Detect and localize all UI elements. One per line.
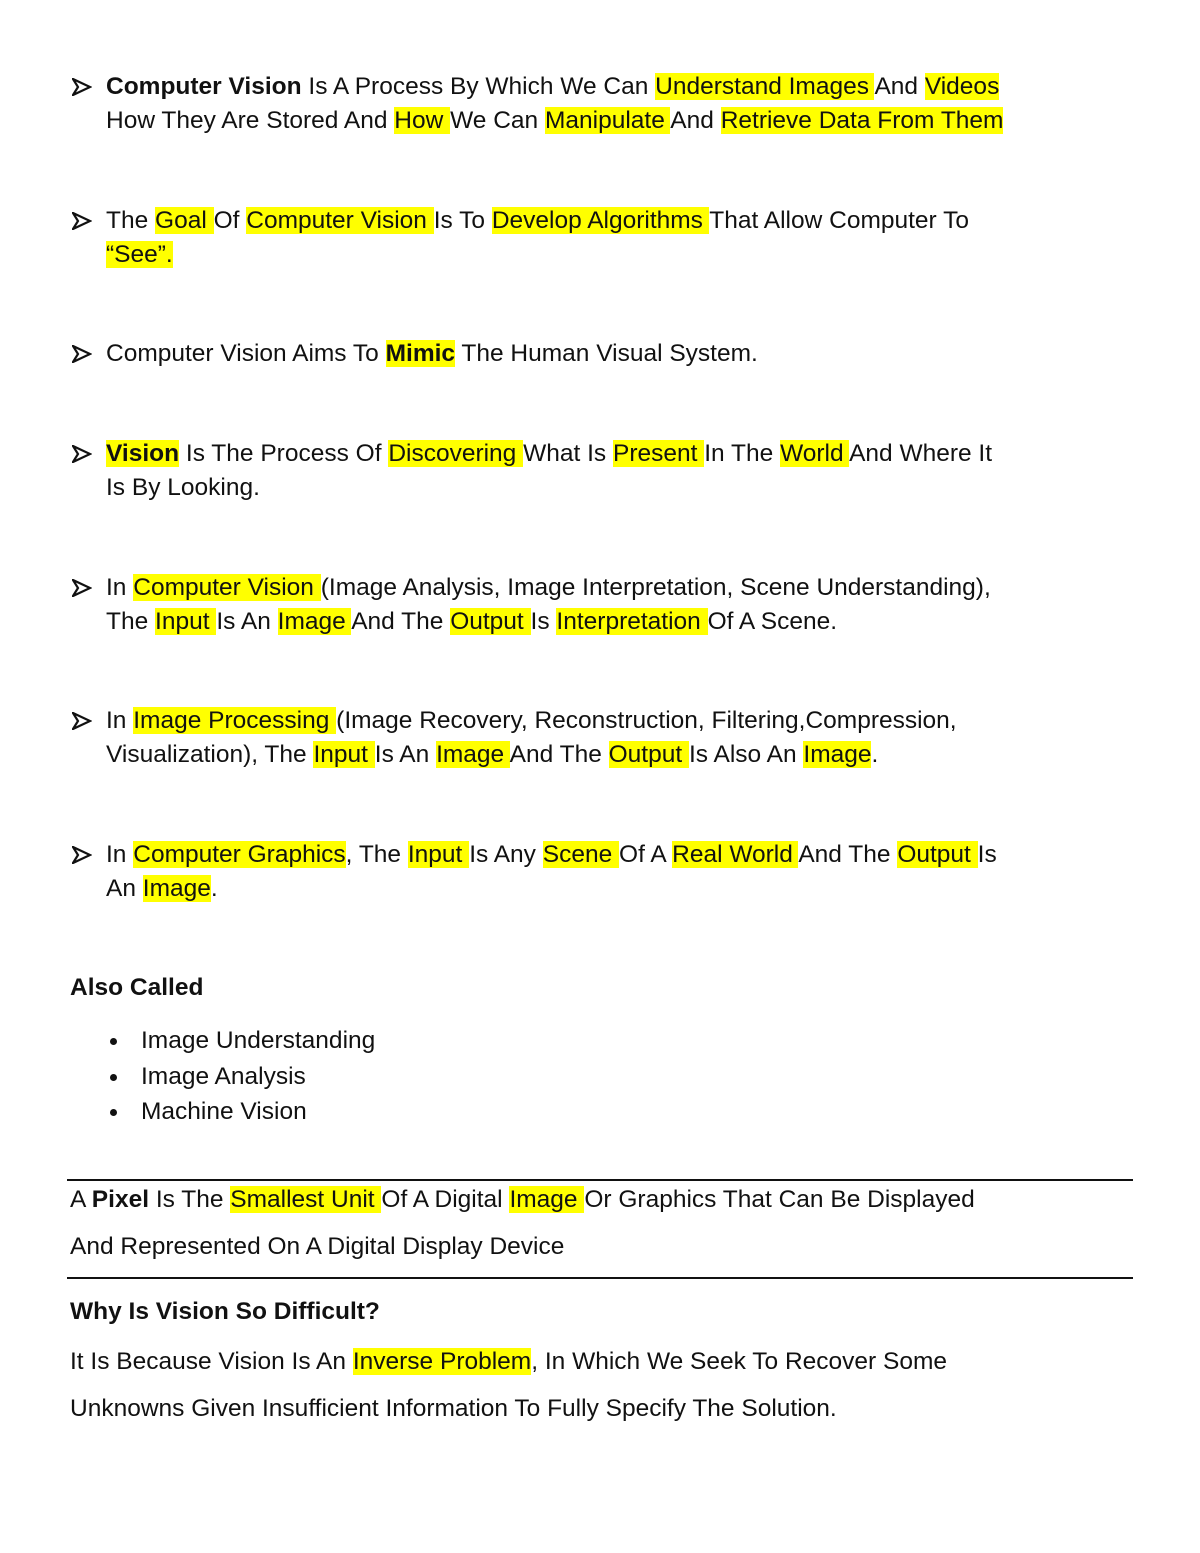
highlighted-text: Interpretation [556,608,708,635]
text-run: And The [351,608,451,635]
item-line-1 [106,70,1140,104]
text-run: We Can [450,107,545,134]
text-run: Is An [374,741,437,768]
list-item [70,1023,375,1059]
highlighted-text: World [780,440,850,467]
list-item-label: Machine Vision [141,1098,307,1125]
text-run: Visualization), The [106,741,314,768]
highlighted-text: Image [277,608,352,635]
text-run: The Human Visual System. [455,340,758,367]
text-run: Of A Scene. [707,608,837,635]
text-run: In The [704,440,781,467]
text-run: Is A Process By Which We Can [301,73,656,100]
text-run: Is An [216,608,278,635]
text-run: The [106,608,156,635]
text-run: Is [977,841,997,868]
text-run: . [210,875,218,902]
text-run: (Image Recovery, Reconstruction, Filtering,Compression, [336,707,957,734]
item-line-2 [106,471,1140,505]
highlighted-text: Input [155,608,217,635]
text-run: Computer Vision Aims To [106,340,386,367]
text-run: And Represented On A Digital Display Device [70,1233,565,1260]
why-line-2 [70,1385,1140,1432]
item-line-2 [106,104,1140,138]
list-item-label: Image Understanding [141,1027,376,1054]
bullet-dot-icon [110,1109,117,1116]
text-run: And [670,107,721,134]
arrow-bullet-icon [70,337,100,371]
highlighted-text: Input [407,841,470,868]
list-item [70,1059,375,1095]
text-run: And The [509,741,609,768]
text-run: In [106,707,134,734]
highlighted-text: Present [612,440,705,467]
text-run: Is To [433,207,492,234]
text-run: In [106,574,134,601]
highlighted-text: Videos [924,73,1000,100]
arrow-bullet-item-goal [70,204,1140,272]
text-run: , In Which We Seek To Recover Some [531,1348,947,1375]
text-run: Is Any [469,841,543,868]
item-line-1 [106,571,1140,605]
text-run: How They Are Stored And [106,107,395,134]
highlighted-text: Inverse Problem [352,1348,532,1375]
pixel-definition [70,1176,1140,1270]
also-called-list [70,1023,375,1130]
highlighted-text: Real World [672,841,799,868]
why-line-1 [70,1338,1140,1385]
item-line-2 [106,738,1140,772]
highlighted-text: Output [450,608,531,635]
highlighted-text: Understand Images [655,73,875,100]
arrow-bullet-icon [70,571,100,605]
pixel-line-1 [70,1176,1140,1223]
highlighted-text: “See”. [106,241,173,268]
highlighted-text: Goal [155,207,214,234]
why-difficult-heading: Why Is Vision So Difficult? [70,1298,380,1325]
item-line-1 [106,838,1140,872]
highlighted-text: Scene [542,841,620,868]
highlighted-text: Image [142,875,211,902]
highlighted-text: Smallest Unit [230,1186,382,1213]
why-difficult-paragraph [70,1338,1140,1432]
text-run: What Is [523,440,613,467]
highlighted-text: Computer Vision [246,207,434,234]
text-run: Of [213,207,247,234]
text-run: The [106,207,156,234]
text-run: In [106,841,134,868]
highlighted-text: Input [313,741,375,768]
highlighted-text: Image [803,741,872,768]
highlighted-text: Image [436,741,510,768]
bullet-dot-icon [110,1074,117,1081]
arrow-bullet-icon [70,704,100,738]
highlighted-text: Image [509,1186,585,1213]
text-run: (Image Analysis, Image Interpretation, Scene Understanding), [320,574,991,601]
highlighted-text: Vision [106,440,180,467]
arrow-bullet-icon [70,204,100,238]
arrow-bullet-icon [70,70,100,104]
highlighted-text: Discovering [388,440,524,467]
highlighted-text: Computer Graphics [133,841,346,868]
arrow-bullet-item-mimic [70,337,1140,371]
text-run: It Is Because Vision Is An [70,1348,353,1375]
text-run: Or Graphics That Can Be Displayed [584,1186,975,1213]
item-line-1 [106,204,1140,238]
also-called-heading: Also Called [70,974,204,1001]
item-line-1 [106,337,1140,371]
text-run: An [106,875,143,902]
text-run: . [871,741,879,768]
bold-text: Pixel [91,1186,150,1213]
highlighted-text: Image Processing [133,707,337,734]
highlighted-text: How [394,107,451,134]
text-run: Is The Process Of [179,440,389,467]
arrow-bullet-item-computer-vision [70,571,1140,639]
item-line-2 [106,872,1140,906]
item-line-1 [106,437,1140,471]
arrow-bullet-item-vision [70,437,1140,505]
arrow-bullet-icon [70,437,100,471]
text-run: Unknowns Given Insufficient Information To Fully Specify The Solution. [70,1395,837,1422]
item-line-2 [106,238,1140,272]
arrow-bullet-icon [70,838,100,872]
text-run: A [70,1186,92,1213]
divider-bottom [67,1277,1133,1279]
list-item [70,1094,375,1130]
text-run: , The [345,841,408,868]
highlighted-text: Output [897,841,978,868]
item-line-1 [106,704,1140,738]
text-run: And The [798,841,898,868]
highlighted-text: Computer Vision [133,574,321,601]
text-run: Is Also An [688,741,804,768]
arrow-bullet-item-computer-graphics [70,838,1140,906]
text-run: And [874,73,925,100]
highlighted-text: Mimic [385,340,456,367]
text-run: Of A [619,841,673,868]
highlighted-text: Output [608,741,689,768]
text-run: And Where It [849,440,993,467]
text-run: That Allow Computer To [709,207,969,234]
list-item-label: Image Analysis [141,1062,306,1090]
text-run: Of A Digital [381,1186,510,1213]
text-run: Is By Looking. [106,474,260,501]
bullet-dot-icon [110,1038,117,1045]
arrow-bullet-item-definition [70,70,1140,138]
highlighted-text: Retrieve Data From Them [720,107,1004,134]
highlighted-text: Manipulate [544,107,671,134]
item-line-2 [106,605,1140,639]
text-run: Is [530,608,557,635]
bold-text: Computer Vision [106,73,302,100]
highlighted-text: Develop Algorithms [491,207,710,234]
text-run: Is The [149,1186,231,1213]
pixel-line-2 [70,1223,1140,1270]
arrow-bullet-item-image-processing [70,704,1140,772]
